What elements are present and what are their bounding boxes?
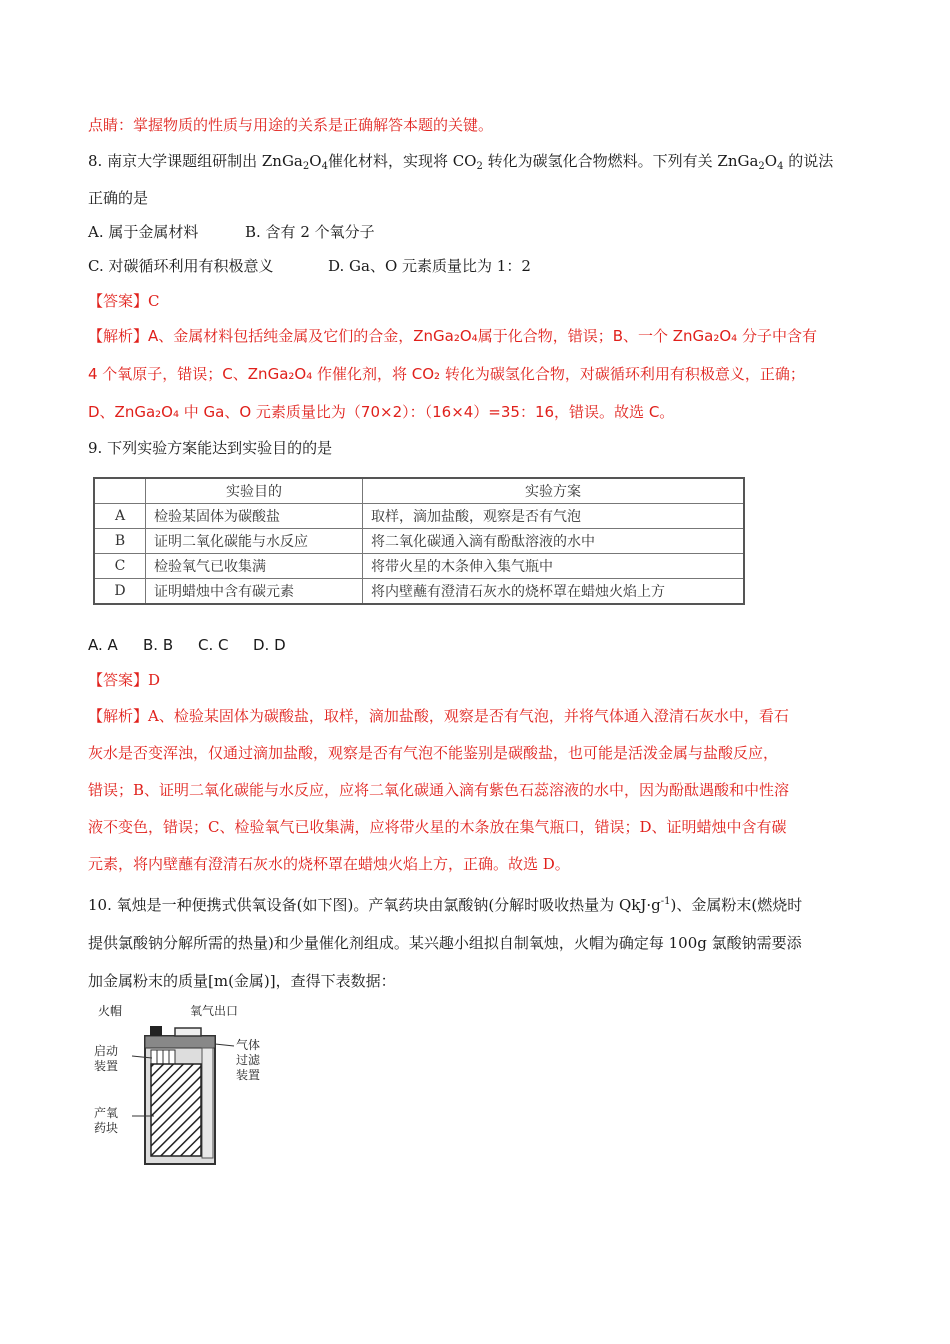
table-cell: A bbox=[94, 504, 146, 529]
q8-analysis-line: 【解析】A、金属材料包括纯金属及它们的合金，ZnGa₂O₄属于化合物，错误；B、一个 ZnGa₂O₄ 分子中含有 bbox=[88, 327, 817, 345]
table-cell: 取样，滴加盐酸，观察是否有气泡 bbox=[363, 504, 745, 529]
q9-stem: 9. 下列实验方案能达到实验目的的是 bbox=[88, 439, 333, 457]
q8-stem-part: 8. 南京大学课题组研制出 bbox=[88, 152, 262, 170]
formula-text: O bbox=[764, 152, 778, 170]
q8-analysis-line: D、ZnGa₂O₄ 中 Ga、O 元素质量比为（70×2）：（16×4）=35：16，错误。故选 C。 bbox=[88, 403, 675, 421]
q9-analysis-line: 液不变色，错误；C、检验氧气已收集满，应将带火星的木条放在集气瓶口，错误；D、证明蜡烛中含有碳 bbox=[88, 818, 787, 836]
q8-options-row1 bbox=[88, 221, 375, 243]
formula-sub: 4 bbox=[777, 161, 784, 172]
table-row bbox=[94, 504, 744, 529]
q10-stem-line1 bbox=[88, 894, 802, 916]
formula-text: ZnGa bbox=[717, 152, 759, 170]
q8-options-row2 bbox=[88, 255, 531, 277]
q9-answer: 【答案】D bbox=[88, 671, 161, 689]
table-cell: 将内壁蘸有澄清石灰水的烧杯罩在蜡烛火焰上方 bbox=[363, 579, 745, 605]
top-cap-shape bbox=[145, 1036, 215, 1048]
outlet-shape bbox=[175, 1028, 201, 1036]
q8-option-c: C. 对碳循环利用有积极意义 bbox=[88, 257, 274, 275]
table-header-cell bbox=[94, 478, 146, 504]
q8-analysis-line: 4 个氧原子，错误；C、ZnGa₂O₄ 作催化剂，将 CO₂ 转化为碳氢化合物，对碳循环利用有积极意义，正确； bbox=[88, 365, 805, 383]
q8-stem-part: 转化为碳氢化合物燃料。下列有关 bbox=[482, 152, 718, 170]
q8-answer: 【答案】C bbox=[88, 292, 160, 310]
q8-stem-line1 bbox=[88, 150, 833, 172]
formula-sub: 4 bbox=[321, 161, 328, 172]
table-header-cell: 实验方案 bbox=[363, 478, 745, 504]
table-header-row bbox=[94, 478, 744, 504]
table-row bbox=[94, 529, 744, 554]
q9-option-a: A. A bbox=[88, 636, 118, 654]
tip-line: 点睛：掌握物质的性质与用途的关系是正确解答本题的关键。 bbox=[88, 116, 494, 134]
q8-option-d: D. Ga、O 元素质量比为 1：2 bbox=[328, 257, 531, 275]
table-row bbox=[94, 554, 744, 579]
q8-option-b: B. 含有 2 个氧分子 bbox=[245, 223, 375, 241]
table-cell: 将二氧化碳通入滴有酚酞溶液的水中 bbox=[363, 529, 745, 554]
q9-analysis-line: 【解析】A、检验某固体为碳酸盐，取样，滴加盐酸，观察是否有气泡，并将气体通入澄清石灰水中，看石 bbox=[88, 707, 789, 725]
q9-analysis-line: 错误；B、证明二氧化碳能与水反应，应将二氧化碳通入滴有紫色石蕊溶液的水中，因为酚酞遇酸和中性溶 bbox=[88, 781, 790, 799]
label-oxygen-outlet: 氧气出口 bbox=[190, 1004, 239, 1018]
table-header-cell: 实验目的 bbox=[146, 478, 363, 504]
formula-text: O bbox=[309, 152, 322, 170]
table-cell: D bbox=[94, 579, 146, 605]
experiment-table bbox=[93, 477, 745, 605]
table-cell: 检验氧气已收集满 bbox=[146, 554, 363, 579]
q9-options bbox=[88, 634, 286, 656]
formula-sub: 2 bbox=[302, 161, 310, 172]
table-cell: 证明蜡烛中含有碳元素 bbox=[146, 579, 363, 605]
q8-option-a: A. 属于金属材料 bbox=[88, 223, 199, 241]
oxygen-candle-diagram bbox=[88, 1000, 278, 1170]
q10-stem-part: 10. 氧烛是一种便携式供氧设备(如下图)。产氧药块由氯酸钠(分解时吸收热量为 QkJ·g bbox=[88, 896, 661, 914]
q9-analysis-line: 元素，将内壁蘸有澄清石灰水的烧杯罩在蜡烛火焰上方，正确。故选 D。 bbox=[88, 855, 570, 873]
q8-stem-line2: 正确的是 bbox=[88, 189, 149, 207]
formula-sub: 2 bbox=[476, 161, 483, 172]
q10-stem-part: )、金属粉末(燃烧时 bbox=[670, 896, 803, 914]
label-oxygen-block: 产氧药块 bbox=[94, 1106, 119, 1135]
q8-stem-part: 催化材料，实现将 CO bbox=[327, 152, 477, 170]
oxygen-candle-figure bbox=[88, 1000, 278, 1170]
table-row bbox=[94, 579, 744, 605]
fire-cap-shape bbox=[150, 1026, 162, 1036]
table-cell: 将带火星的木条伸入集气瓶中 bbox=[363, 554, 745, 579]
formula-text: ZnGa bbox=[261, 152, 303, 170]
table-cell: 证明二氧化碳能与水反应 bbox=[146, 529, 363, 554]
unit-sup: -1 bbox=[660, 896, 671, 907]
q10-stem-line2: 提供氯酸钠分解所需的热量)和少量催化剂组成。某兴趣小组拟自制氧烛，火帽为确定每 100g 氯酸钠需要添 bbox=[88, 934, 802, 952]
formula-sub: 2 bbox=[758, 161, 765, 172]
oxygen-block-shape bbox=[151, 1064, 201, 1156]
q8-stem-part: 的说法 bbox=[783, 152, 834, 170]
q9-option-c: C. C bbox=[198, 636, 229, 654]
q9-option-d: D. D bbox=[253, 636, 286, 654]
table-cell: C bbox=[94, 554, 146, 579]
table-cell: 检验某固体为碳酸盐 bbox=[146, 504, 363, 529]
q10-stem-line3: 加金属粉末的质量[m(金属)]，查得下表数据： bbox=[88, 972, 396, 990]
label-starter: 启动装置 bbox=[94, 1044, 119, 1073]
q9-analysis-line: 灰水是否变浑浊，仅通过滴加盐酸，观察是否有气泡不能鉴别是碳酸盐，也可能是活泼金属与盐酸反应， bbox=[88, 744, 779, 762]
label-gas-filter: 气体过滤装置 bbox=[236, 1038, 261, 1082]
label-fire-cap: 火帽 bbox=[98, 1004, 123, 1018]
table-cell: B bbox=[94, 529, 146, 554]
q9-option-b: B. B bbox=[143, 636, 174, 654]
filter-shape bbox=[202, 1048, 213, 1158]
